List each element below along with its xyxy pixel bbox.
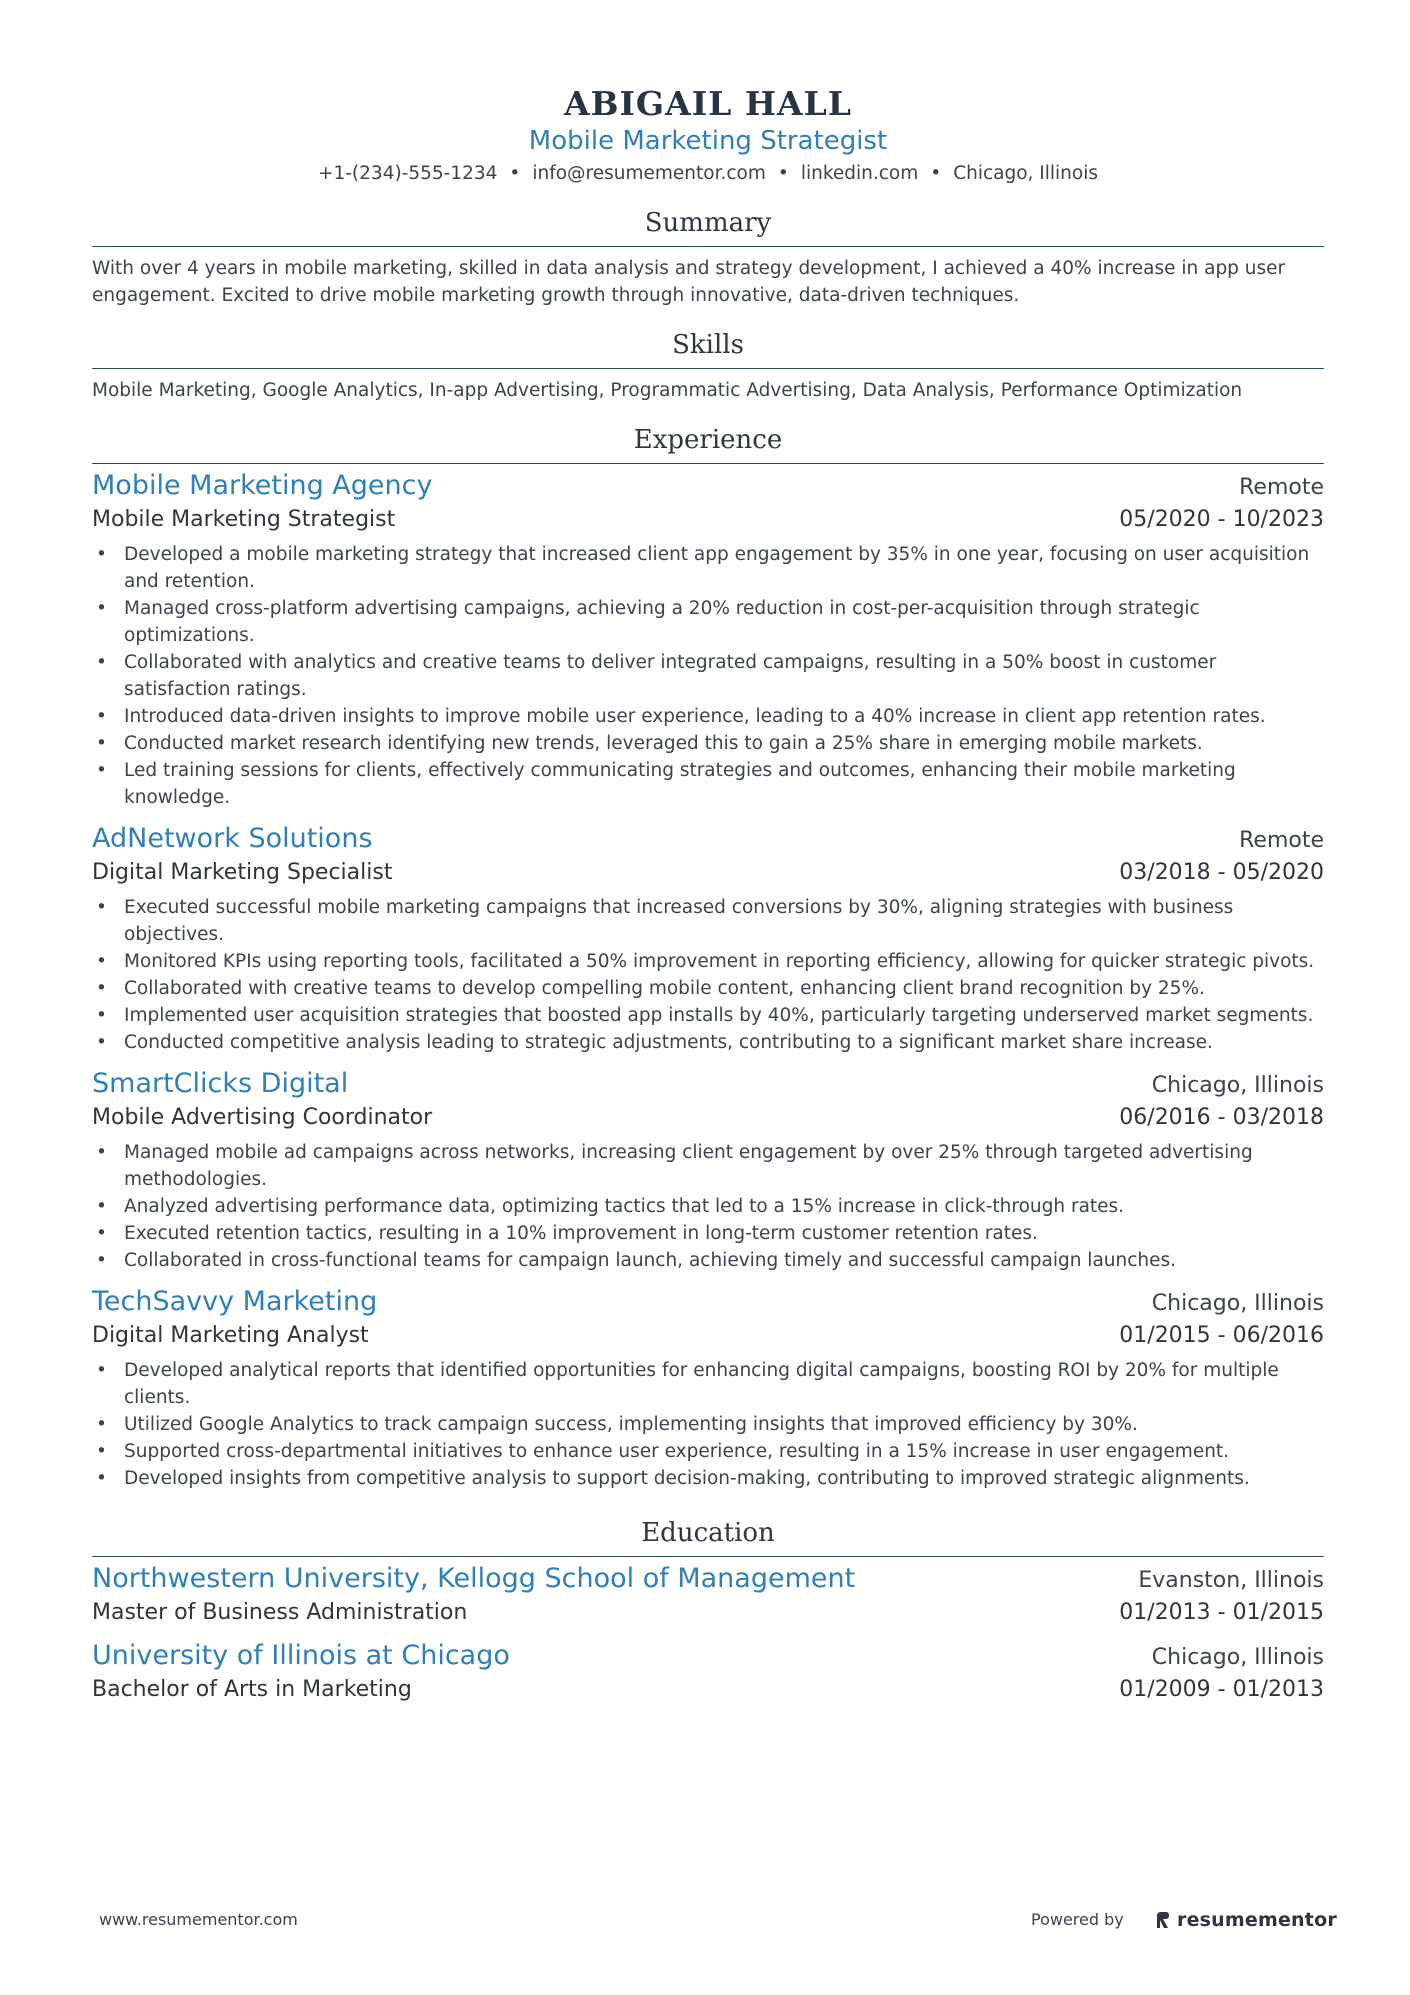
bullet-item: • Conducted competitive analysis leading to strategic adjustments, contributing to a significant market share increase. xyxy=(92,1029,1324,1056)
candidate-name: ABIGAIL HALL xyxy=(563,84,853,123)
school-header-row xyxy=(92,1638,1324,1675)
bullet-item: • Monitored KPIs using reporting tools, facilitated a 50% improvement in reporting efficiency, allowing for quicker strategic pivots. xyxy=(92,948,1324,975)
education-entry xyxy=(92,1638,1324,1705)
education-dates: 01/2009 - 01/2013 xyxy=(1119,1677,1324,1702)
job-bullets xyxy=(92,541,1324,811)
job-role: Mobile Marketing Strategist xyxy=(92,507,396,532)
job-role: Digital Marketing Analyst xyxy=(92,1323,369,1348)
skills-section xyxy=(92,328,1324,404)
resumementor-logo[interactable] xyxy=(1155,1908,1337,1932)
company-name: SmartClicks Digital xyxy=(92,1068,349,1099)
education-section xyxy=(92,1516,1324,1705)
school-location: Evanston, Illinois xyxy=(1138,1568,1324,1593)
bullet-item: • Executed retention tactics, resulting in a 10% improvement in long-term customer retention rates. xyxy=(92,1220,1324,1247)
job-entry xyxy=(92,468,1324,811)
summary-text: With over 4 years in mobile marketing, skilled in data analysis and strategy development, I achieved a 40% increase in app user engagement. Excited to drive mobile marketing growth through innovative, data-driven techniques. xyxy=(92,258,1286,306)
email-address: info@resumementor.com xyxy=(532,163,766,184)
bullet-item: • Collaborated with analytics and creative teams to deliver integrated campaigns, resulting in a 50% boost in customer satisfaction ratings. xyxy=(92,649,1324,703)
summary-section xyxy=(92,206,1324,309)
job-entry xyxy=(92,821,1324,1056)
job-dates: 03/2018 - 05/2020 xyxy=(1119,860,1324,885)
degree-name: Master of Business Administration xyxy=(92,1600,468,1625)
contact-line xyxy=(92,160,1324,188)
bullet-item: • Managed mobile ad campaigns across networks, increasing client engagement by over 25% through targeted advertising methodologies. xyxy=(92,1139,1324,1193)
section-divider xyxy=(92,246,1324,247)
job-location: Chicago, Illinois xyxy=(1151,1291,1324,1316)
job-role: Digital Marketing Specialist xyxy=(92,860,393,885)
separator-dot: • xyxy=(777,163,789,184)
section-heading-skills: Skills xyxy=(672,330,744,360)
job-header-row xyxy=(92,821,1324,858)
job-role-row xyxy=(92,858,1324,888)
section-heading-summary: Summary xyxy=(644,208,772,238)
job-role-row xyxy=(92,505,1324,535)
bullet-item: • Developed a mobile marketing strategy that increased client app engagement by 35% in one year, focusing on user acquisition and retention. xyxy=(92,541,1324,595)
education-dates: 01/2013 - 01/2015 xyxy=(1119,1600,1324,1625)
section-divider xyxy=(92,463,1324,464)
bullet-item: • Led training sessions for clients, effectively communicating strategies and outcomes, enhancing their mobile marketing knowledge. xyxy=(92,757,1324,811)
separator-dot: • xyxy=(509,163,521,184)
resume-page xyxy=(92,0,1324,1705)
footer-website-link[interactable]: www.resumementor.com xyxy=(99,1910,298,1929)
resume-header xyxy=(92,0,1324,188)
job-role-row xyxy=(92,1103,1324,1133)
page-footer xyxy=(0,1900,1410,1940)
job-header-row xyxy=(92,468,1324,505)
school-header-row xyxy=(92,1561,1324,1598)
job-location: Chicago, Illinois xyxy=(1151,1073,1324,1098)
experience-section xyxy=(92,423,1324,1492)
bullet-item: • Implemented user acquisition strategies that boosted app installs by 40%, particularly targeting underserved market segments. xyxy=(92,1002,1324,1029)
job-entry xyxy=(92,1284,1324,1492)
job-location: Remote xyxy=(1239,828,1324,853)
school-location: Chicago, Illinois xyxy=(1151,1645,1324,1670)
job-location: Remote xyxy=(1239,475,1324,500)
job-bullets xyxy=(92,1139,1324,1274)
degree-row xyxy=(92,1675,1324,1705)
job-bullets xyxy=(92,894,1324,1056)
company-name: TechSavvy Marketing xyxy=(92,1286,378,1317)
powered-by-label: Powered by xyxy=(1031,1910,1124,1929)
skills-text: Mobile Marketing, Google Analytics, In-app Advertising, Programmatic Advertising, Data Analysis, Performance Optimization xyxy=(92,380,1243,401)
bullet-item: • Executed successful mobile marketing campaigns that increased conversions by 30%, aligning strategies with business objectives. xyxy=(92,894,1324,948)
job-header-row xyxy=(92,1066,1324,1103)
bullet-item: • Analyzed advertising performance data, optimizing tactics that led to a 15% increase in click-through rates. xyxy=(92,1193,1324,1220)
company-name: Mobile Marketing Agency xyxy=(92,470,433,501)
candidate-title: Mobile Marketing Strategist xyxy=(528,126,888,156)
job-dates: 01/2015 - 06/2016 xyxy=(1119,1323,1324,1348)
education-entry xyxy=(92,1561,1324,1628)
bullet-item: • Utilized Google Analytics to track campaign success, implementing insights that improved efficiency by 30%. xyxy=(92,1411,1324,1438)
location-text: Chicago, Illinois xyxy=(953,163,1098,184)
bullet-item: • Collaborated in cross-functional teams for campaign launch, achieving timely and successful campaign launches. xyxy=(92,1247,1324,1274)
bullet-item: • Developed insights from competitive analysis to support decision-making, contributing to improved strategic alignments. xyxy=(92,1465,1324,1492)
linkedin-link: linkedin.com xyxy=(800,163,919,184)
school-name: University of Illinois at Chicago xyxy=(92,1640,510,1671)
bullet-item: • Introduced data-driven insights to improve mobile user experience, leading to a 40% increase in client app retention rates. xyxy=(92,703,1324,730)
school-name: Northwestern University, Kellogg School of Management xyxy=(92,1563,856,1594)
section-divider xyxy=(92,368,1324,369)
resumementor-logo-mark-icon xyxy=(1155,1910,1171,1930)
job-role: Mobile Advertising Coordinator xyxy=(92,1105,433,1130)
logo-text: resumementor xyxy=(1177,1909,1337,1931)
job-role-row xyxy=(92,1321,1324,1351)
job-entry xyxy=(92,1066,1324,1274)
phone-number: +1-(234)-555-1234 xyxy=(317,163,498,184)
section-heading-experience: Experience xyxy=(633,425,783,455)
job-bullets xyxy=(92,1357,1324,1492)
bullet-item: • Supported cross-departmental initiatives to enhance user experience, resulting in a 15% increase in user engagement. xyxy=(92,1438,1324,1465)
section-heading-education: Education xyxy=(641,1518,775,1548)
company-name: AdNetwork Solutions xyxy=(92,823,373,854)
separator-dot: • xyxy=(930,163,942,184)
bullet-item: • Developed analytical reports that identified opportunities for enhancing digital campaigns, boosting ROI by 20% for multiple clients. xyxy=(92,1357,1324,1411)
job-dates: 05/2020 - 10/2023 xyxy=(1119,507,1324,532)
job-dates: 06/2016 - 03/2018 xyxy=(1119,1105,1324,1130)
bullet-item: • Conducted market research identifying new trends, leveraged this to gain a 25% share in emerging mobile markets. xyxy=(92,730,1324,757)
job-header-row xyxy=(92,1284,1324,1321)
degree-name: Bachelor of Arts in Marketing xyxy=(92,1677,412,1702)
section-divider xyxy=(92,1556,1324,1557)
degree-row xyxy=(92,1598,1324,1628)
bullet-item: • Collaborated with creative teams to develop compelling mobile content, enhancing client brand recognition by 25%. xyxy=(92,975,1324,1002)
bullet-item: • Managed cross-platform advertising campaigns, achieving a 20% reduction in cost-per-acquisition through strategic optimizations. xyxy=(92,595,1324,649)
